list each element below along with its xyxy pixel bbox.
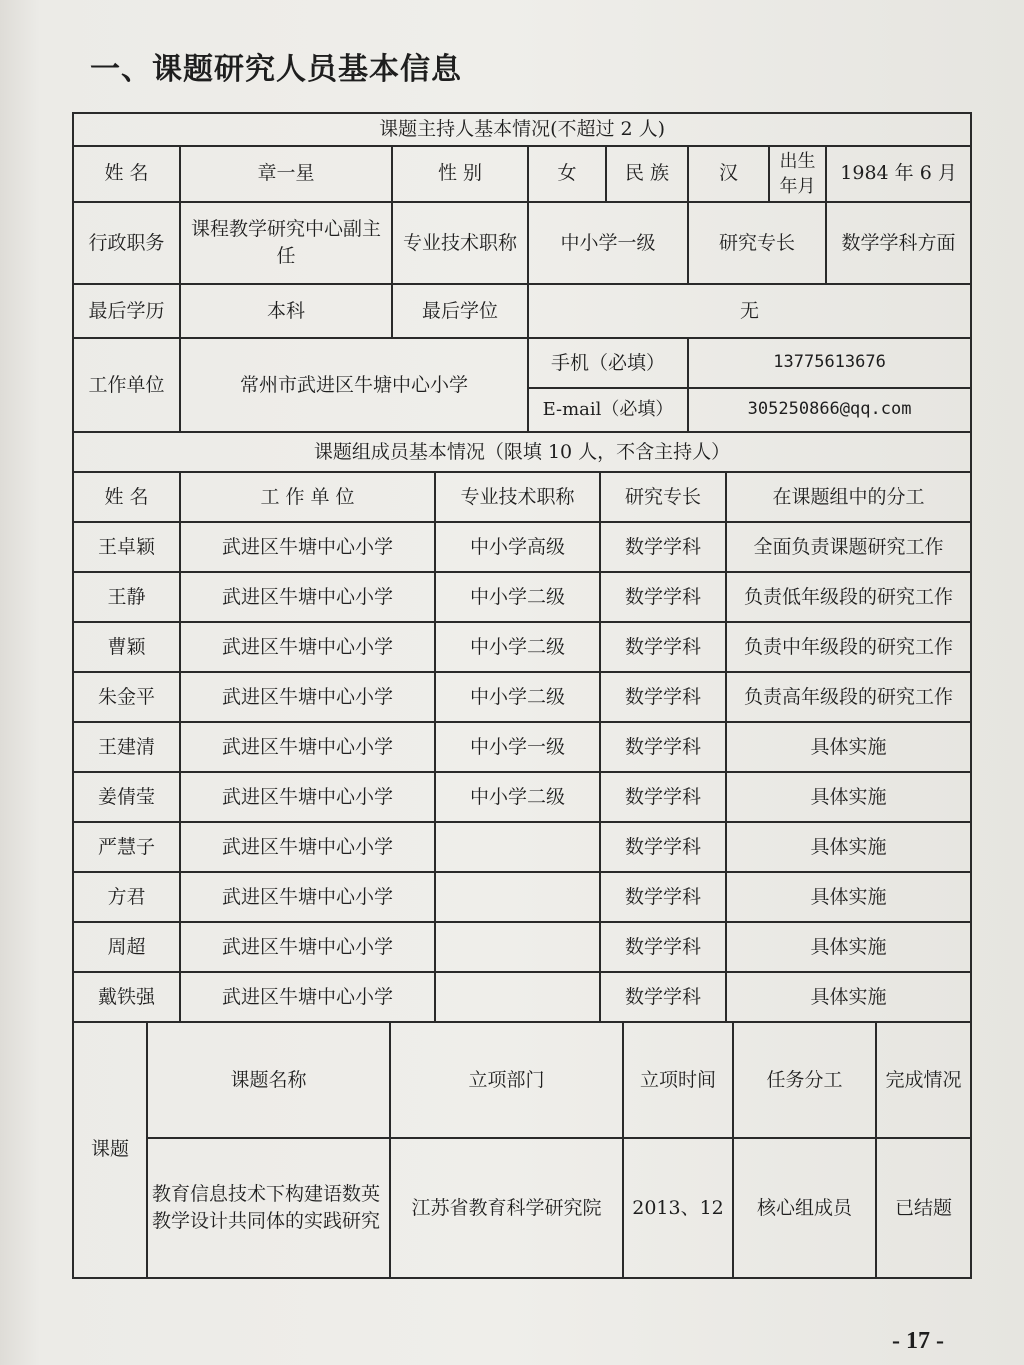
member-row <box>73 872 971 922</box>
member-row <box>73 522 971 572</box>
member-workplace: 武进区牛塘中心小学 <box>180 872 435 922</box>
member-title: 中小学高级 <box>435 522 600 572</box>
member-role: 具体实施 <box>726 772 971 822</box>
member-specialty: 数学学科 <box>600 772 726 822</box>
projects-header-cell: 课题名称 <box>147 1022 390 1138</box>
member-specialty: 数学学科 <box>600 572 726 622</box>
member-specialty: 数学学科 <box>600 672 726 722</box>
member-name: 王卓颖 <box>73 522 180 572</box>
ethnicity-label: 民 族 <box>606 146 688 202</box>
info-form <box>72 112 970 1279</box>
members-section-title: 课题组成员基本情况（限填 10 人，不含主持人） <box>73 432 971 472</box>
member-name: 姜倩莹 <box>73 772 180 822</box>
members-header-row <box>73 472 971 522</box>
member-workplace: 武进区牛塘中心小学 <box>180 522 435 572</box>
projects-header-cell: 完成情况 <box>876 1022 971 1138</box>
member-row <box>73 772 971 822</box>
host-section-title: 课题主持人基本情况(不超过 2 人) <box>73 113 971 146</box>
members-header-cell: 专业技术职称 <box>435 472 600 522</box>
member-specialty: 数学学科 <box>600 722 726 772</box>
member-specialty: 数学学科 <box>600 522 726 572</box>
birth-label: 出生年月 <box>769 146 826 202</box>
member-specialty: 数学学科 <box>600 872 726 922</box>
member-title <box>435 872 600 922</box>
email-label: E-mail（必填） <box>528 388 688 432</box>
member-row <box>73 622 971 672</box>
member-row <box>73 672 971 722</box>
name-label: 姓 名 <box>73 146 180 202</box>
member-name: 王静 <box>73 572 180 622</box>
workplace-label: 工作单位 <box>73 338 180 432</box>
projects-table <box>72 1021 972 1279</box>
host-title: 中小学一级 <box>528 202 688 284</box>
member-title: 中小学二级 <box>435 572 600 622</box>
member-workplace: 武进区牛塘中心小学 <box>180 972 435 1022</box>
member-role: 负责中年级段的研究工作 <box>726 622 971 672</box>
members-header-cell: 在课题组中的分工 <box>726 472 971 522</box>
member-name: 方君 <box>73 872 180 922</box>
member-role: 具体实施 <box>726 822 971 872</box>
member-title <box>435 822 600 872</box>
project-name: 教育信息技术下构建语数英教学设计共同体的实践研究 <box>147 1138 390 1278</box>
host-ethnicity: 汉 <box>688 146 769 202</box>
member-row <box>73 572 971 622</box>
projects-header-row <box>73 1022 971 1138</box>
host-position: 课程教学研究中心副主任 <box>180 202 392 284</box>
member-role: 具体实施 <box>726 722 971 772</box>
member-name: 王建清 <box>73 722 180 772</box>
member-role: 负责低年级段的研究工作 <box>726 572 971 622</box>
specialty-label: 研究专长 <box>688 202 826 284</box>
member-workplace: 武进区牛塘中心小学 <box>180 722 435 772</box>
position-label: 行政职务 <box>73 202 180 284</box>
host-degree: 无 <box>528 284 971 338</box>
member-title: 中小学二级 <box>435 772 600 822</box>
member-row <box>73 822 971 872</box>
host-email: 305250866@qq.com <box>688 388 971 432</box>
project-department: 江苏省教育科学研究院 <box>390 1138 623 1278</box>
host-specialty: 数学学科方面 <box>826 202 971 284</box>
page-number: - 17 - <box>892 1328 944 1354</box>
member-name: 朱金平 <box>73 672 180 722</box>
member-workplace: 武进区牛塘中心小学 <box>180 922 435 972</box>
host-table <box>72 112 972 473</box>
phone-label: 手机（必填） <box>528 338 688 388</box>
host-gender: 女 <box>528 146 606 202</box>
member-workplace: 武进区牛塘中心小学 <box>180 572 435 622</box>
host-workplace: 常州市武进区牛塘中心小学 <box>180 338 528 432</box>
member-role: 负责高年级段的研究工作 <box>726 672 971 722</box>
member-title: 中小学二级 <box>435 672 600 722</box>
member-role: 全面负责课题研究工作 <box>726 522 971 572</box>
members-header-cell: 研究专长 <box>600 472 726 522</box>
gender-label: 性 别 <box>392 146 528 202</box>
members-table <box>72 471 972 1023</box>
member-role: 具体实施 <box>726 972 971 1022</box>
member-name: 曹颖 <box>73 622 180 672</box>
member-specialty: 数学学科 <box>600 972 726 1022</box>
member-role: 具体实施 <box>726 922 971 972</box>
members-header-cell: 姓 名 <box>73 472 180 522</box>
member-workplace: 武进区牛塘中心小学 <box>180 672 435 722</box>
member-workplace: 武进区牛塘中心小学 <box>180 772 435 822</box>
members-header-cell: 工 作 单 位 <box>180 472 435 522</box>
member-title <box>435 922 600 972</box>
page-title: 一、课题研究人员基本信息 <box>90 52 462 87</box>
host-birth: 1984 年 6 月 <box>826 146 971 202</box>
member-workplace: 武进区牛塘中心小学 <box>180 622 435 672</box>
member-role: 具体实施 <box>726 872 971 922</box>
member-title: 中小学二级 <box>435 622 600 672</box>
member-row <box>73 972 971 1022</box>
title-label: 专业技术职称 <box>392 202 528 284</box>
member-workplace: 武进区牛塘中心小学 <box>180 822 435 872</box>
member-name: 严慧子 <box>73 822 180 872</box>
host-education: 本科 <box>180 284 392 338</box>
member-title: 中小学一级 <box>435 722 600 772</box>
member-row <box>73 722 971 772</box>
host-name: 章一星 <box>180 146 392 202</box>
member-title <box>435 972 600 1022</box>
projects-header-cell: 立项时间 <box>623 1022 733 1138</box>
project-row <box>73 1138 971 1278</box>
project-role: 核心组成员 <box>733 1138 876 1278</box>
projects-header-cell: 立项部门 <box>390 1022 623 1138</box>
project-status: 已结题 <box>876 1138 971 1278</box>
member-name: 周超 <box>73 922 180 972</box>
projects-side-label: 课题 <box>73 1022 147 1278</box>
member-name: 戴铁强 <box>73 972 180 1022</box>
education-label: 最后学历 <box>73 284 180 338</box>
degree-label: 最后学位 <box>392 284 528 338</box>
member-specialty: 数学学科 <box>600 822 726 872</box>
projects-header-cell: 任务分工 <box>733 1022 876 1138</box>
project-date: 2013、12 <box>623 1138 733 1278</box>
member-row <box>73 922 971 972</box>
member-specialty: 数学学科 <box>600 922 726 972</box>
host-phone: 13775613676 <box>688 338 971 388</box>
member-specialty: 数学学科 <box>600 622 726 672</box>
